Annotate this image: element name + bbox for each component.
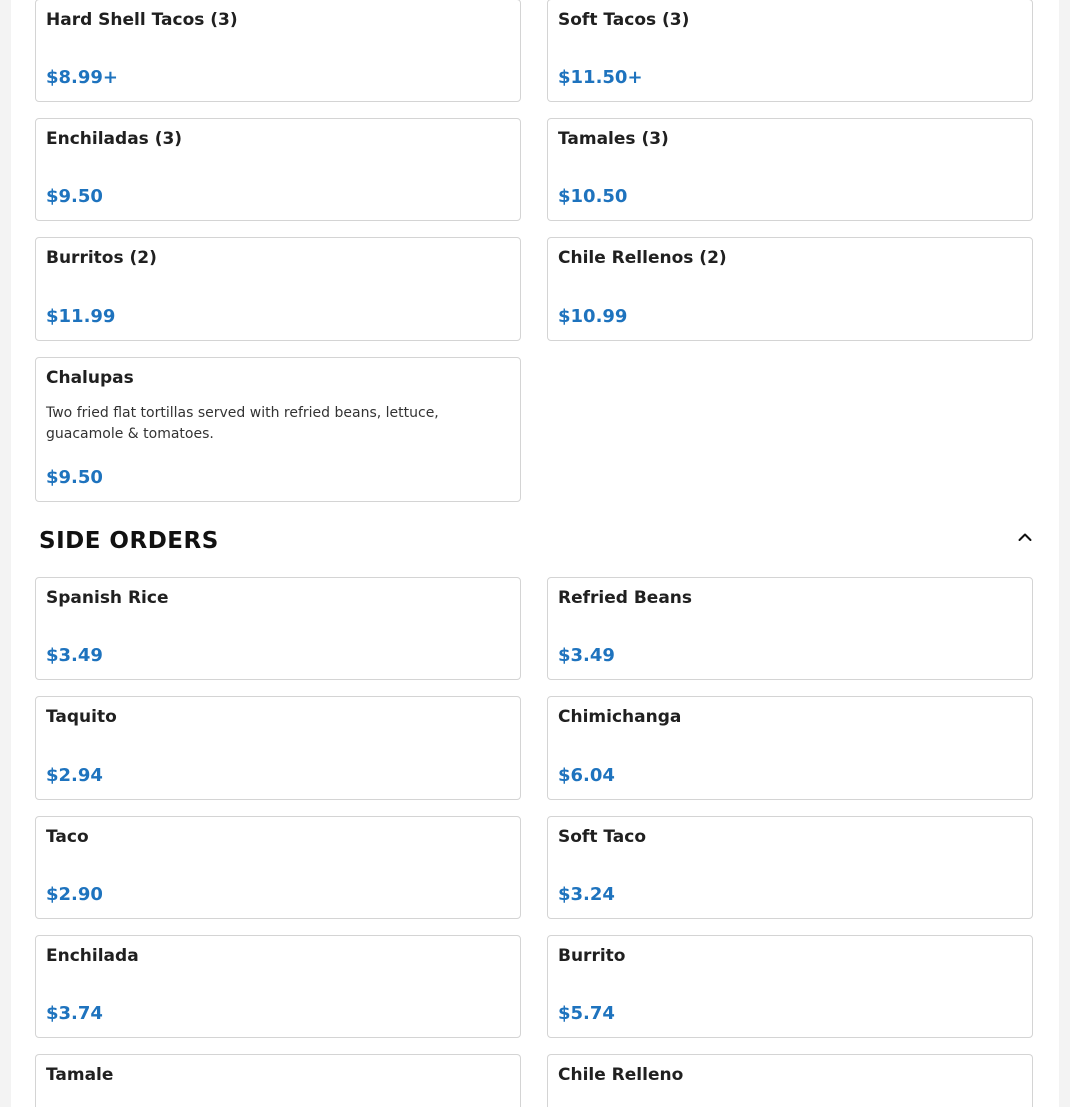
- item-price: $9.50: [46, 186, 103, 207]
- item-price: $3.24: [558, 884, 615, 905]
- menu-item-card[interactable]: [35, 357, 521, 502]
- menu-item-card[interactable]: [547, 0, 1033, 102]
- item-price: $3.49: [46, 645, 103, 666]
- item-name: Enchiladas (3): [46, 129, 183, 149]
- item-name: Tamale: [46, 1065, 114, 1085]
- menu-item-card[interactable]: [35, 118, 521, 221]
- item-price: $3.49: [558, 645, 615, 666]
- menu-item-card[interactable]: [547, 816, 1033, 919]
- menu-item-card[interactable]: [35, 577, 521, 680]
- item-price: $6.04: [558, 765, 615, 786]
- menu-item-card[interactable]: [547, 118, 1033, 221]
- item-name: Chalupas: [46, 368, 134, 388]
- menu-item-card[interactable]: [35, 0, 521, 102]
- item-name: Taquito: [46, 707, 117, 727]
- item-name: Refried Beans: [558, 588, 693, 608]
- item-name: Chile Rellenos (2): [558, 248, 727, 268]
- section-title-side-orders: SIDE ORDERS: [39, 528, 219, 554]
- item-name: Chile Relleno: [558, 1065, 684, 1085]
- menu-item-card[interactable]: [35, 816, 521, 919]
- item-price: $10.50: [558, 186, 628, 207]
- menu-item-card[interactable]: [35, 1054, 521, 1107]
- item-name: Hard Shell Tacos (3): [46, 10, 238, 30]
- item-price: $5.74: [558, 1003, 615, 1024]
- item-name: Enchilada: [46, 946, 139, 966]
- menu-item-card[interactable]: [547, 237, 1033, 341]
- menu-item-card[interactable]: [35, 935, 521, 1038]
- menu-item-card[interactable]: [547, 1054, 1033, 1107]
- item-name: Soft Taco: [558, 827, 646, 847]
- item-price: $8.99+: [46, 67, 119, 88]
- collapse-section-button[interactable]: [1013, 525, 1037, 549]
- menu-item-card[interactable]: [547, 577, 1033, 680]
- item-description: Two fried flat tortillas served with refried beans, lettuce, guacamole & tomatoes.: [46, 405, 439, 442]
- menu-item-card[interactable]: [35, 237, 521, 341]
- chevron-up-icon: [1013, 534, 1037, 553]
- item-price: $2.94: [46, 765, 103, 786]
- item-name: Spanish Rice: [46, 588, 169, 608]
- item-price: $3.74: [46, 1003, 103, 1024]
- item-name: Burrito: [558, 946, 626, 966]
- item-name: Soft Tacos (3): [558, 10, 690, 30]
- item-price: $11.99: [46, 306, 116, 327]
- item-price: $2.90: [46, 884, 103, 905]
- item-price: $9.50: [46, 467, 103, 488]
- item-name: Tamales (3): [558, 129, 669, 149]
- menu-item-card[interactable]: [547, 935, 1033, 1038]
- item-price: $11.50+: [558, 67, 643, 88]
- item-price: $10.99: [558, 306, 628, 327]
- menu-item-card[interactable]: [547, 696, 1033, 800]
- item-name: Taco: [46, 827, 89, 847]
- menu-item-card[interactable]: [35, 696, 521, 800]
- item-name: Chimichanga: [558, 707, 682, 727]
- item-name: Burritos (2): [46, 248, 157, 268]
